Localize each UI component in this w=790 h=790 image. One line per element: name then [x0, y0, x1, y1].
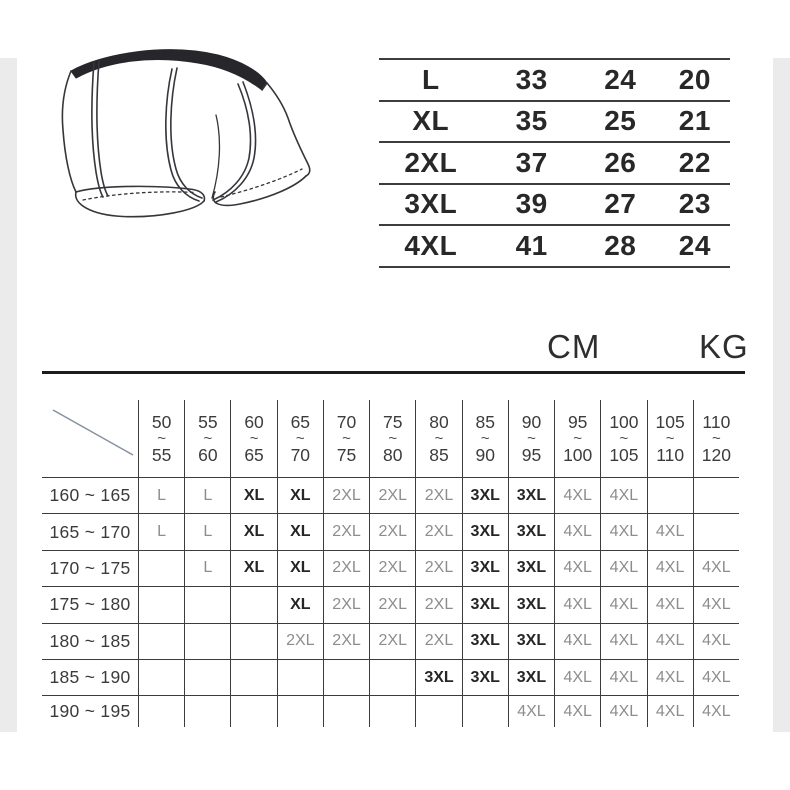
matrix-size-cell: [230, 660, 276, 695]
size-matrix-row: [42, 587, 739, 623]
weight-to: 95: [521, 445, 542, 465]
matrix-size-cell: [693, 514, 739, 549]
tilde: ~: [249, 430, 259, 447]
diagonal-line: [42, 400, 138, 478]
size-matrix-row: [42, 624, 739, 660]
weight-to: 110: [656, 445, 685, 465]
size-table-row: [379, 183, 730, 225]
matrix-size-cell: 4XL: [693, 551, 739, 586]
matrix-size-cell: 3XL: [508, 551, 554, 586]
matrix-size-cell: 2XL: [323, 624, 369, 659]
matrix-size-cell: [230, 587, 276, 622]
weight-to: 90: [475, 445, 495, 465]
weight-from: 70: [336, 412, 357, 432]
weight-to: 105: [609, 445, 639, 465]
weight-to: 75: [336, 445, 357, 465]
weight-from: 110: [702, 412, 731, 432]
weight-range-header-cell: [600, 400, 646, 477]
matrix-size-cell: 3XL: [462, 587, 508, 622]
matrix-size-cell: 4XL: [647, 551, 693, 586]
tilde: ~: [203, 430, 213, 447]
matrix-size-cell: 2XL: [369, 478, 415, 513]
right-margin-strip: [773, 58, 790, 732]
height-range-label: 165 ~ 170: [49, 521, 131, 542]
size-label: 4XL: [404, 229, 458, 261]
weight-range-header-cell: [277, 400, 323, 477]
matrix-size-cell: [138, 587, 184, 622]
matrix-size-cell: 3XL: [462, 478, 508, 513]
matrix-size-cell: [369, 696, 415, 727]
matrix-size-cell: [693, 478, 739, 513]
matrix-size-cell: [647, 478, 693, 513]
weight-to: 80: [383, 445, 403, 465]
size-label: XL: [412, 105, 450, 137]
matrix-size-cell: 4XL: [647, 587, 693, 622]
matrix-size-cell: 3XL: [462, 514, 508, 549]
size-table-row: [379, 141, 730, 183]
measurement-value: 28: [604, 229, 637, 261]
matrix-size-cell: 2XL: [369, 624, 415, 659]
matrix-size-cell: XL: [230, 514, 276, 549]
matrix-size-cell: [369, 660, 415, 695]
matrix-size-cell: L: [184, 478, 230, 513]
measurement-value: 24: [678, 229, 711, 261]
matrix-size-cell: 4XL: [554, 514, 600, 549]
size-table-row: [379, 224, 730, 268]
measurement-value: 41: [515, 229, 548, 261]
weight-range-header-cell: [693, 400, 739, 477]
weight-from: 50: [151, 412, 172, 432]
matrix-size-cell: 4XL: [554, 624, 600, 659]
boxer-briefs-illustration: [55, 40, 335, 245]
size-matrix-header: [42, 400, 739, 478]
matrix-size-cell: 2XL: [369, 587, 415, 622]
height-range-label: 170 ~ 175: [49, 557, 131, 578]
measurement-value: 20: [678, 63, 711, 95]
matrix-size-cell: 4XL: [647, 624, 693, 659]
height-range-label: 180 ~ 185: [49, 630, 131, 651]
matrix-size-cell: 4XL: [693, 660, 739, 695]
height-range-label: 185 ~ 190: [49, 667, 131, 688]
measurement-value: 24: [604, 63, 637, 95]
size-matrix-row: [42, 696, 739, 727]
matrix-size-cell: 4XL: [693, 624, 739, 659]
weight-range-header-cell: [415, 400, 461, 477]
tilde: ~: [295, 430, 305, 447]
matrix-size-cell: 3XL: [508, 478, 554, 513]
matrix-size-cell: 3XL: [415, 660, 461, 695]
measurement-value: 25: [604, 105, 637, 137]
matrix-size-cell: [323, 696, 369, 727]
size-matrix: [42, 400, 739, 727]
weight-from: 55: [198, 412, 218, 432]
matrix-size-cell: 2XL: [369, 514, 415, 549]
size-table-row: [379, 100, 730, 142]
weight-range-header-cell: [462, 400, 508, 477]
weight-to: 65: [244, 445, 264, 465]
weight-to: 55: [151, 445, 172, 465]
matrix-size-cell: XL: [277, 478, 323, 513]
weight-from: 60: [244, 412, 264, 432]
tilde: ~: [342, 430, 351, 447]
tilde: ~: [712, 430, 721, 447]
weight-to: 85: [429, 445, 449, 465]
weight-range-header-cell: [230, 400, 276, 477]
matrix-size-cell: 2XL: [415, 551, 461, 586]
unit-cm-label: CM: [547, 328, 601, 365]
matrix-size-cell: 4XL: [554, 696, 600, 727]
matrix-size-cell: [230, 696, 276, 727]
weight-range-header-cell: [138, 400, 184, 477]
matrix-size-cell: 4XL: [600, 551, 646, 586]
measurement-value: 37: [515, 146, 548, 178]
matrix-size-cell: 3XL: [462, 551, 508, 586]
matrix-size-cell: 4XL: [554, 587, 600, 622]
height-range-label: 160 ~ 165: [49, 485, 131, 506]
matrix-size-cell: [184, 624, 230, 659]
matrix-size-cell: 4XL: [600, 478, 646, 513]
matrix-size-cell: [415, 696, 461, 727]
weight-to: 60: [198, 445, 218, 465]
matrix-size-cell: 4XL: [693, 587, 739, 622]
measurement-value: 35: [515, 105, 548, 137]
matrix-size-cell: [138, 660, 184, 695]
height-range-label: 175 ~ 180: [49, 594, 131, 615]
weight-range-header-cell: [323, 400, 369, 477]
unit-kg-label: KG: [699, 328, 749, 365]
size-matrix-row: [42, 478, 739, 514]
matrix-size-cell: 3XL: [508, 514, 554, 549]
matrix-size-cell: 2XL: [323, 587, 369, 622]
matrix-size-cell: 3XL: [508, 660, 554, 695]
matrix-size-cell: L: [138, 478, 184, 513]
matrix-size-cell: 3XL: [508, 587, 554, 622]
measurement-value: 26: [604, 146, 637, 178]
tilde: ~: [434, 430, 444, 447]
matrix-size-cell: [277, 696, 323, 727]
measurement-value: 27: [604, 188, 637, 220]
weight-range-header-cell: [647, 400, 693, 477]
matrix-size-cell: 4XL: [600, 514, 646, 549]
size-label: 3XL: [404, 188, 458, 220]
measurement-value: 22: [678, 146, 711, 178]
matrix-size-cell: XL: [230, 551, 276, 586]
matrix-size-cell: 4XL: [554, 660, 600, 695]
measurement-value: 39: [515, 188, 548, 220]
matrix-size-cell: 4XL: [647, 660, 693, 695]
tilde: ~: [665, 430, 675, 447]
size-matrix-row: [42, 514, 739, 550]
size-matrix-row: [42, 551, 739, 587]
matrix-size-cell: [230, 624, 276, 659]
matrix-size-cell: XL: [277, 514, 323, 549]
matrix-size-cell: [138, 624, 184, 659]
weight-to: 120: [701, 445, 731, 465]
matrix-size-cell: 2XL: [323, 478, 369, 513]
matrix-size-cell: 2XL: [415, 587, 461, 622]
matrix-size-cell: 4XL: [554, 551, 600, 586]
matrix-size-cell: L: [184, 551, 230, 586]
weight-from: 90: [521, 412, 542, 432]
weight-from: 105: [655, 412, 685, 432]
matrix-size-cell: 2XL: [369, 551, 415, 586]
matrix-size-cell: [138, 696, 184, 727]
matrix-size-cell: 3XL: [508, 624, 554, 659]
matrix-size-cell: XL: [277, 551, 323, 586]
size-table: [379, 58, 730, 268]
weight-from: 85: [475, 412, 495, 432]
size-table-row: [379, 58, 730, 100]
tilde: ~: [480, 430, 490, 447]
matrix-size-cell: 4XL: [600, 624, 646, 659]
matrix-size-cell: 4XL: [647, 696, 693, 727]
matrix-size-cell: 4XL: [600, 587, 646, 622]
matrix-size-cell: 2XL: [415, 624, 461, 659]
size-label: 2XL: [404, 146, 458, 178]
weight-range-header-cell: [184, 400, 230, 477]
height-range-label: 190 ~ 195: [49, 701, 131, 722]
weight-from: 100: [609, 412, 639, 432]
weight-from: 80: [429, 412, 449, 432]
weight-range-header-cell: [554, 400, 600, 477]
measurement-value: 21: [678, 105, 711, 137]
matrix-size-cell: [184, 660, 230, 695]
matrix-size-cell: 2XL: [323, 514, 369, 549]
tilde: ~: [527, 430, 536, 447]
matrix-size-cell: 2XL: [323, 551, 369, 586]
weight-range-header-cell: [508, 400, 554, 477]
matrix-size-cell: 4XL: [508, 696, 554, 727]
tilde: ~: [157, 430, 166, 447]
matrix-size-cell: L: [138, 514, 184, 549]
weight-range-header-cell: [369, 400, 415, 477]
matrix-corner-cell: [42, 400, 138, 477]
matrix-size-cell: 4XL: [693, 696, 739, 727]
tilde: ~: [573, 430, 583, 447]
matrix-size-cell: 4XL: [600, 660, 646, 695]
weight-to: 100: [563, 445, 593, 465]
weight-from: 95: [567, 412, 588, 432]
matrix-size-cell: 4XL: [600, 696, 646, 727]
matrix-size-cell: 3XL: [462, 624, 508, 659]
matrix-size-cell: 2XL: [277, 624, 323, 659]
matrix-size-cell: 4XL: [647, 514, 693, 549]
weight-from: 75: [383, 412, 403, 432]
tilde: ~: [388, 430, 398, 447]
matrix-size-cell: XL: [230, 478, 276, 513]
matrix-size-cell: [277, 660, 323, 695]
matrix-size-cell: [462, 696, 508, 727]
matrix-size-cell: L: [184, 514, 230, 549]
matrix-size-cell: 4XL: [554, 478, 600, 513]
matrix-size-cell: 3XL: [462, 660, 508, 695]
matrix-size-cell: [323, 660, 369, 695]
matrix-size-cell: [184, 696, 230, 727]
section-divider-rule: [42, 371, 745, 374]
matrix-size-cell: [138, 551, 184, 586]
matrix-size-cell: 2XL: [415, 478, 461, 513]
weight-to: 70: [290, 445, 311, 465]
measurement-value: 33: [515, 63, 548, 95]
weight-from: 65: [290, 412, 311, 432]
left-margin-strip: [0, 58, 17, 732]
size-label: L: [421, 63, 440, 95]
tilde: ~: [619, 430, 629, 447]
matrix-size-cell: [184, 587, 230, 622]
measurement-value: 23: [678, 188, 711, 220]
size-matrix-row: [42, 660, 739, 696]
matrix-size-cell: XL: [277, 587, 323, 622]
matrix-size-cell: 2XL: [415, 514, 461, 549]
